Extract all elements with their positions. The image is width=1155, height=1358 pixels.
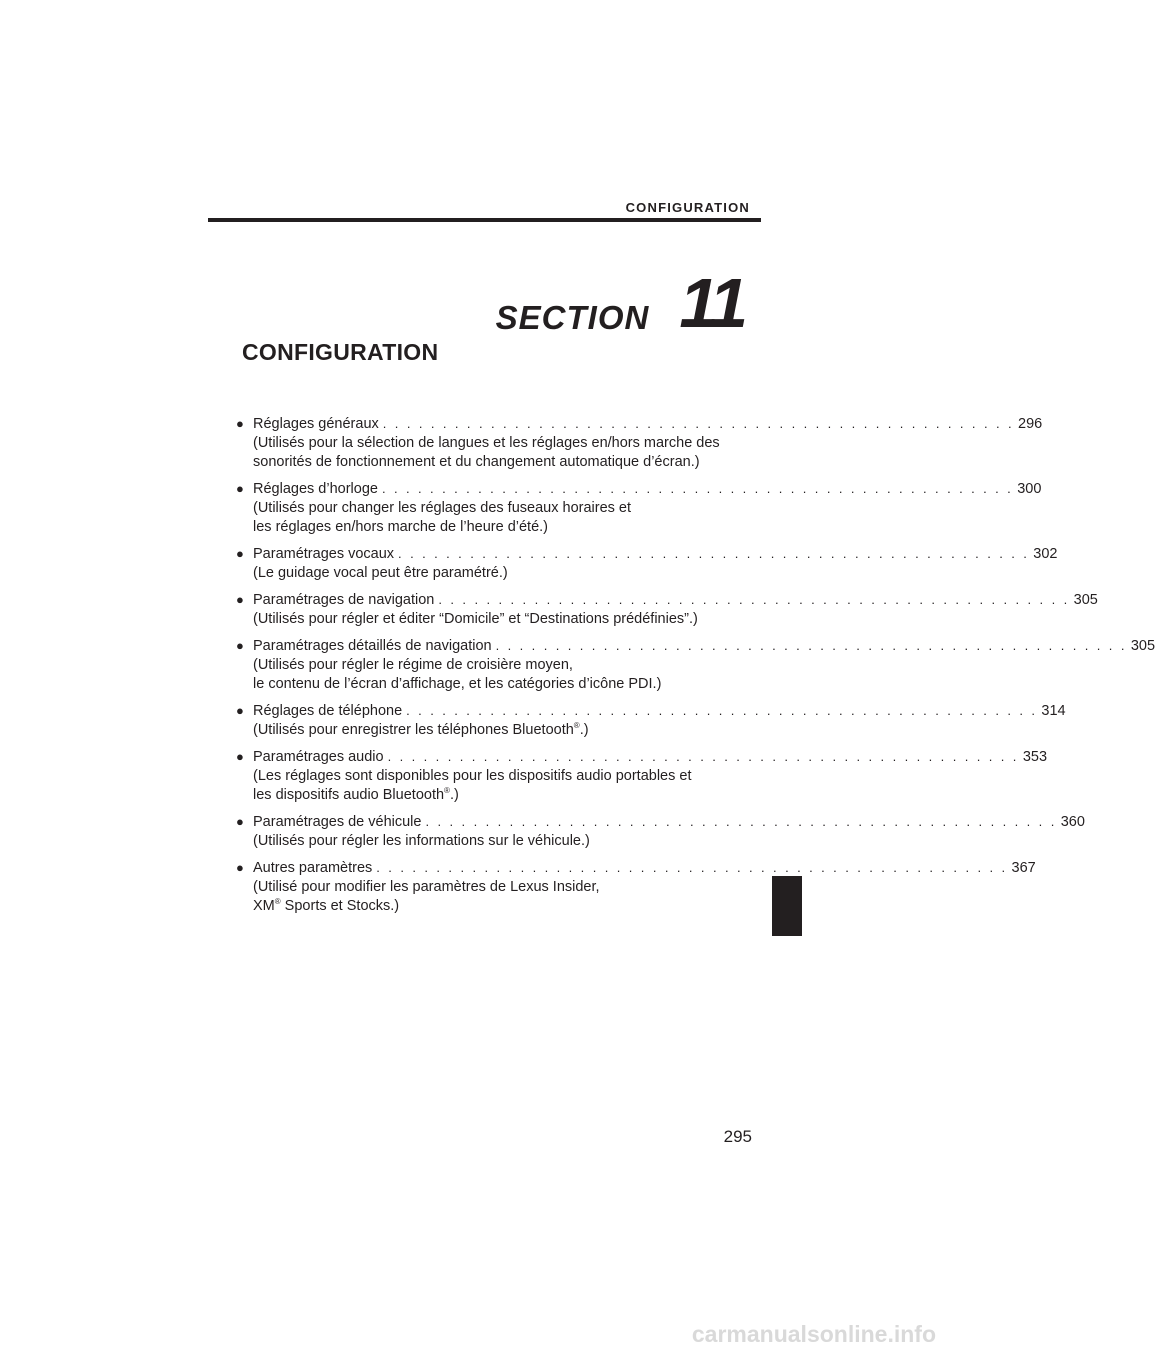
bullet-icon: ● (236, 592, 244, 607)
toc-entry-line (236, 812, 1085, 832)
toc-entry-description (236, 564, 738, 583)
toc-entry-page: 360 (1060, 814, 1085, 830)
toc-entry (236, 747, 1048, 805)
watermark: carmanualsonline.info (691, 1321, 936, 1347)
section-word: SECTION (495, 299, 650, 336)
toc-entry-page: 314 (1041, 703, 1066, 719)
description-line: (Utilisés pour la sélection de langues et les réglages en/hors marche des (253, 435, 720, 451)
toc-entry (236, 701, 1066, 740)
bullet-icon: ● (236, 546, 244, 561)
header-rule (208, 218, 761, 222)
toc-entry-page: 302 (1033, 546, 1058, 562)
section-number: 11 (679, 264, 744, 342)
toc-entry-description (236, 721, 738, 740)
toc-entry-title: Paramétrages détaillés de navigation (253, 638, 492, 654)
toc-entry-page: 367 (1011, 860, 1036, 876)
toc-entry-page: 296 (1018, 416, 1043, 432)
toc-entry (236, 590, 1098, 629)
toc-entry-line (236, 747, 1048, 767)
bullet-icon: ● (236, 860, 244, 875)
toc-entry-line (236, 479, 1042, 499)
bullet-icon: ● (236, 749, 244, 764)
description-line: (Utilisés pour changer les réglages des fuseaux horaires et (253, 500, 632, 516)
description-line: le contenu de l’écran d’affichage, et les catégories d’icône PDI.) (253, 676, 662, 692)
bullet-icon: ● (236, 814, 244, 829)
toc-entry-title: Paramétrages vocaux (253, 546, 395, 562)
description-line: (Utilisés pour régler et éditer “Domicile” et “Destinations prédéfinies”.) (253, 611, 698, 627)
description-line: (Le guidage vocal peut être paramétré.) (253, 565, 508, 581)
toc-entry-page: 353 (1022, 749, 1048, 765)
toc-entry-title: Paramétrages de navigation (253, 592, 435, 608)
bullet-icon: ● (236, 416, 244, 431)
section-thumb-tab (772, 876, 802, 936)
toc-entry-title: Autres paramètres (253, 860, 373, 876)
toc-entry (236, 636, 1155, 694)
dot-leader: . . . . . . . . . . . . . . . . . . . . . . . . . . . . . . . . . . . . . . . . . . . . . . . . . . . . . (387, 749, 1019, 764)
bullet-icon: ● (236, 638, 244, 653)
running-header-label: CONFIGURATION (625, 200, 750, 215)
table-of-contents (236, 414, 1155, 923)
toc-entry-title: Réglages d’horloge (253, 481, 378, 497)
toc-entry (236, 544, 1058, 583)
dot-leader: . . . . . . . . . . . . . . . . . . . . . . . . . . . . . . . . . . . . . . . . . . . . . . . . . . . . . (381, 481, 1014, 496)
description-line: les réglages en/hors marche de l’heure d’été.) (253, 519, 548, 535)
toc-entry-description (236, 656, 738, 694)
toc-entry-description (236, 832, 738, 851)
dot-leader: . . . . . . . . . . . . . . . . . . . . . . . . . . . . . . . . . . . . . . . . . . . . . . . . . . . . . (398, 546, 1030, 561)
toc-entry-title: Réglages de téléphone (253, 703, 403, 719)
description-line: (Utilisé pour modifier les paramètres de Lexus Insider, (253, 879, 600, 895)
description-line: (Utilisés pour enregistrer les téléphones Bluetooth®.) (253, 721, 589, 738)
description-line: les dispositifs audio Bluetooth®.) (253, 786, 459, 803)
description-line: XM® Sports et Stocks.) (253, 897, 400, 914)
description-line: sonorités de fonctionnement et du changement automatique d’écran.) (253, 454, 700, 470)
toc-entry-page: 305 (1073, 592, 1098, 608)
toc-entry-line (236, 414, 1043, 434)
description-line: (Les réglages sont disponibles pour les dispositifs audio portables et (253, 768, 692, 784)
bullet-icon: ● (236, 481, 244, 496)
toc-entry (236, 414, 1043, 472)
bullet-icon: ● (236, 703, 244, 718)
toc-entry (236, 479, 1042, 537)
description-line: (Utilisés pour régler les informations sur le véhicule.) (253, 833, 590, 849)
toc-entry-page: 305 (1130, 638, 1155, 654)
toc-entry-line (236, 544, 1058, 564)
toc-entry (236, 858, 1036, 916)
toc-entry-title: Paramétrages audio (253, 749, 384, 765)
toc-entry-page: 300 (1017, 481, 1042, 497)
toc-entry-description (236, 878, 738, 916)
toc-entry-line (236, 590, 1098, 610)
toc-entry-line (236, 636, 1155, 656)
chapter-title: CONFIGURATION (242, 339, 439, 365)
toc-entry-line (236, 701, 1066, 721)
toc-entry-line (236, 858, 1036, 878)
page-number: 295 (723, 1127, 752, 1146)
toc-entry-description (236, 610, 738, 629)
dot-leader: . . . . . . . . . . . . . . . . . . . . . . . . . . . . . . . . . . . . . . . . . . . . . . . . . . . . . (406, 703, 1038, 718)
dot-leader: . . . . . . . . . . . . . . . . . . . . . . . . . . . . . . . . . . . . . . . . . . . . . . . . . . . . . (495, 638, 1127, 653)
toc-entry (236, 812, 1085, 851)
dot-leader: . . . . . . . . . . . . . . . . . . . . . . . . . . . . . . . . . . . . . . . . . . . . . . . . . . . . . (376, 860, 1008, 875)
section-heading (495, 264, 744, 342)
toc-entry-description (236, 434, 738, 472)
dot-leader: . . . . . . . . . . . . . . . . . . . . . . . . . . . . . . . . . . . . . . . . . . . . . . . . . . . . . (425, 814, 1057, 829)
toc-entry-description (236, 499, 738, 537)
toc-entry-description (236, 767, 738, 805)
toc-entry-title: Paramétrages de véhicule (253, 814, 422, 830)
dot-leader: . . . . . . . . . . . . . . . . . . . . . . . . . . . . . . . . . . . . . . . . . . . . . . . . . . . . . (382, 416, 1015, 431)
toc-entry-title: Réglages généraux (253, 416, 379, 432)
dot-leader: . . . . . . . . . . . . . . . . . . . . . . . . . . . . . . . . . . . . . . . . . . . . . . . . . . . . . (438, 592, 1070, 607)
description-line: (Utilisés pour régler le régime de croisière moyen, (253, 657, 573, 673)
